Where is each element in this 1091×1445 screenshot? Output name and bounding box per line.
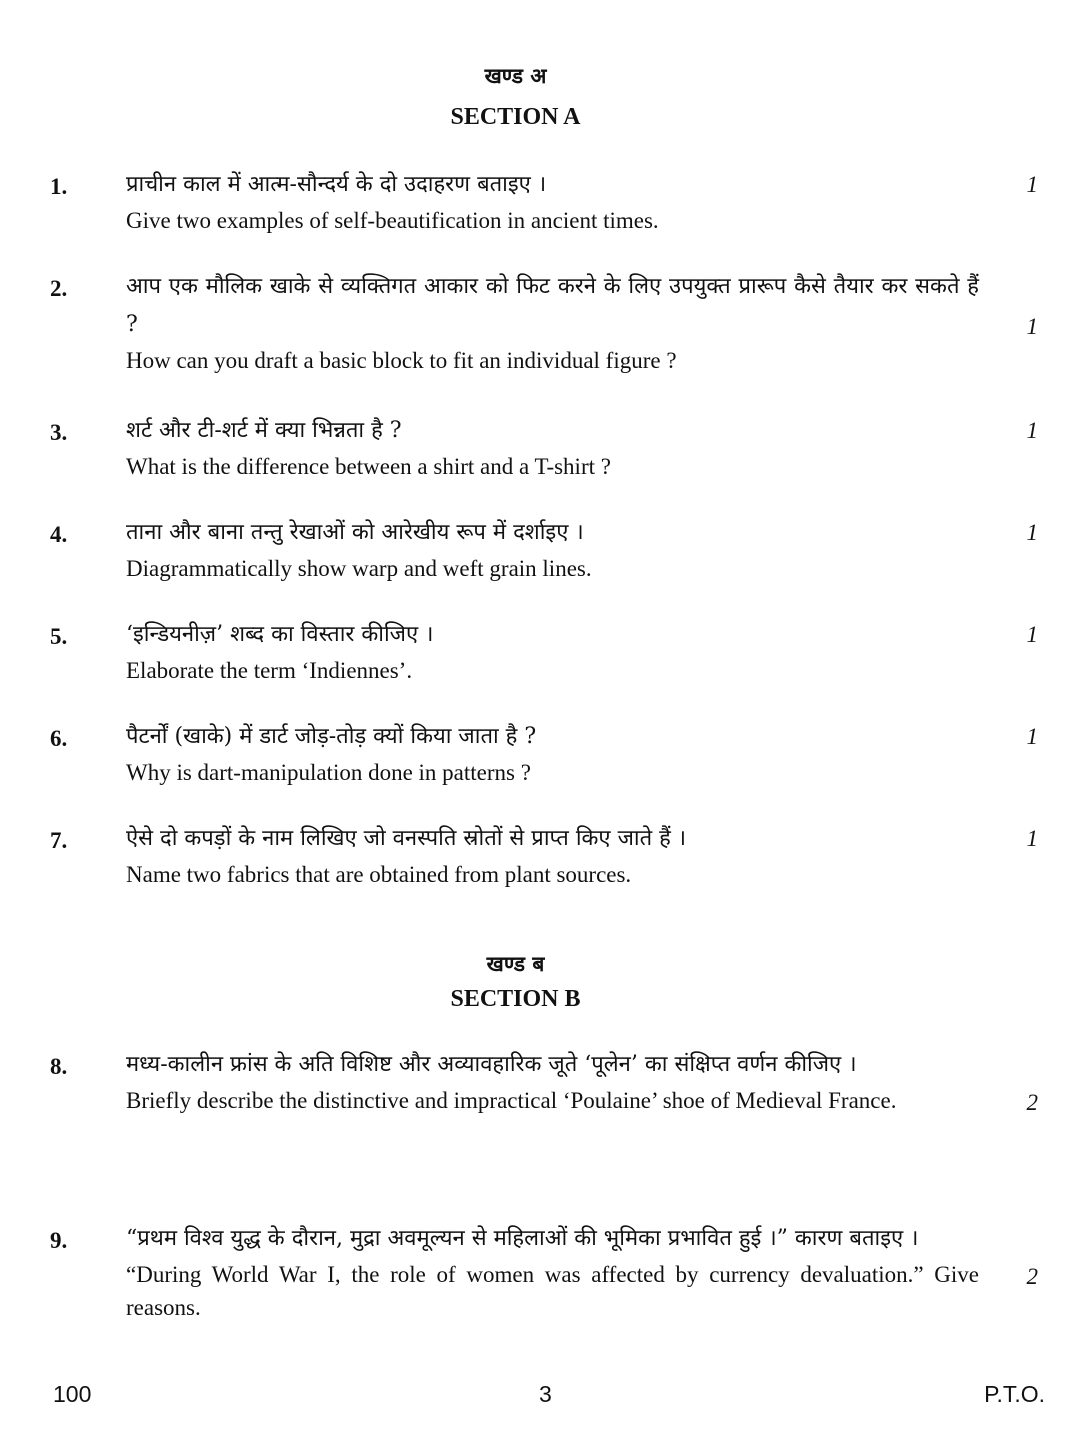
question-number: 3.: [50, 420, 68, 445]
question-marks: 2: [1026, 1264, 1038, 1289]
pto-label: P.T.O.: [984, 1381, 1045, 1407]
question-text-hindi: “प्रथम विश्व युद्ध के दौरान, मुद्रा अवमूल्यन से महिलाओं की भूमिका प्रभावित हुई ।” कारण बताइए ।: [126, 1226, 919, 1251]
question-number: 5.: [50, 624, 68, 649]
question-text-hindi: ‘इन्डियनीज़’ शब्द का विस्तार कीजिए ।: [126, 622, 434, 647]
section-b-title-hindi: खण्ड ब: [486, 951, 545, 976]
question-marks: 1: [1026, 314, 1038, 339]
question-body: [126, 268, 979, 377]
question-marks: 2: [1026, 1090, 1038, 1115]
question-text-english: How can you draft a basic block to fit an individual figure ?: [126, 348, 677, 373]
question-number: 6.: [50, 726, 68, 751]
question-text-hindi: आप एक मौलिक खाके से व्यक्तिगत आकार को फिट करने के लिए उपयुक्त प्रारूप कैसे तैयार कर सकते हैं ?: [126, 274, 979, 337]
section-a-title-hindi: खण्ड अ: [484, 63, 547, 88]
question-number: 9.: [50, 1228, 68, 1253]
question-number: 2.: [50, 276, 68, 301]
question-body: [126, 1046, 979, 1117]
question-marks: 1: [1026, 826, 1038, 851]
question-number: 4.: [50, 522, 68, 547]
question-text-hindi: मध्य-कालीन फ्रांस के अति विशिष्ट और अव्यावहारिक जूते ‘पूलेन’ का संक्षिप्त वर्णन कीजिए ।: [126, 1052, 857, 1077]
question-body: [126, 616, 979, 687]
question-number: 8.: [50, 1054, 68, 1079]
question-body: [126, 514, 979, 585]
question-text-english: Name two fabrics that are obtained from plant sources.: [126, 862, 632, 887]
question-text-english: Elaborate the term ‘Indiennes’.: [126, 658, 413, 683]
page-number: 3: [539, 1381, 552, 1407]
section-b-title: SECTION B: [450, 986, 581, 1012]
question-text-english: Why is dart-manipulation done in patterns ?: [126, 760, 531, 785]
question-marks: 1: [1026, 724, 1038, 749]
question-marks: 1: [1026, 418, 1038, 443]
question-text-english: Give two examples of self-beautification in ancient times.: [126, 208, 659, 233]
paper-code: 100: [53, 1381, 92, 1407]
question-text-english: Briefly describe the distinctive and impractical ‘Poulaine’ shoe of Medieval France.: [126, 1088, 897, 1113]
question-marks: 1: [1026, 172, 1038, 197]
question-number: 1.: [50, 174, 68, 199]
question-body: [126, 718, 979, 789]
question-body: [126, 1220, 979, 1324]
question-text-hindi: पैटर्नों (खाके) में डार्ट जोड़-तोड़ क्यों किया जाता है ?: [126, 724, 537, 749]
question-marks: 1: [1026, 520, 1038, 545]
question-text-english: What is the difference between a shirt and a T-shirt ?: [126, 454, 611, 479]
question-text-hindi: शर्ट और टी-शर्ट में क्या भिन्नता है ?: [126, 418, 402, 443]
question-text-hindi: प्राचीन काल में आत्म-सौन्दर्य के दो उदाहरण बताइए ।: [126, 172, 547, 197]
question-body: [126, 166, 979, 237]
question-text-hindi: ताना और बाना तन्तु रेखाओं को आरेखीय रूप में दर्शाइए ।: [126, 520, 584, 545]
question-text-hindi: ऐसे दो कपड़ों के नाम लिखिए जो वनस्पति स्रोतों से प्राप्त किए जाते हैं ।: [126, 826, 687, 851]
question-body: [126, 412, 979, 483]
question-body: [126, 820, 979, 891]
question-text-english: Diagrammatically show warp and weft grain lines.: [126, 556, 592, 581]
question-text-english: “During World War I, the role of women was affected by currency devaluation.” Give reasons.: [126, 1262, 979, 1320]
section-a-title: SECTION A: [450, 104, 581, 130]
question-marks: 1: [1026, 622, 1038, 647]
question-number: 7.: [50, 828, 68, 853]
